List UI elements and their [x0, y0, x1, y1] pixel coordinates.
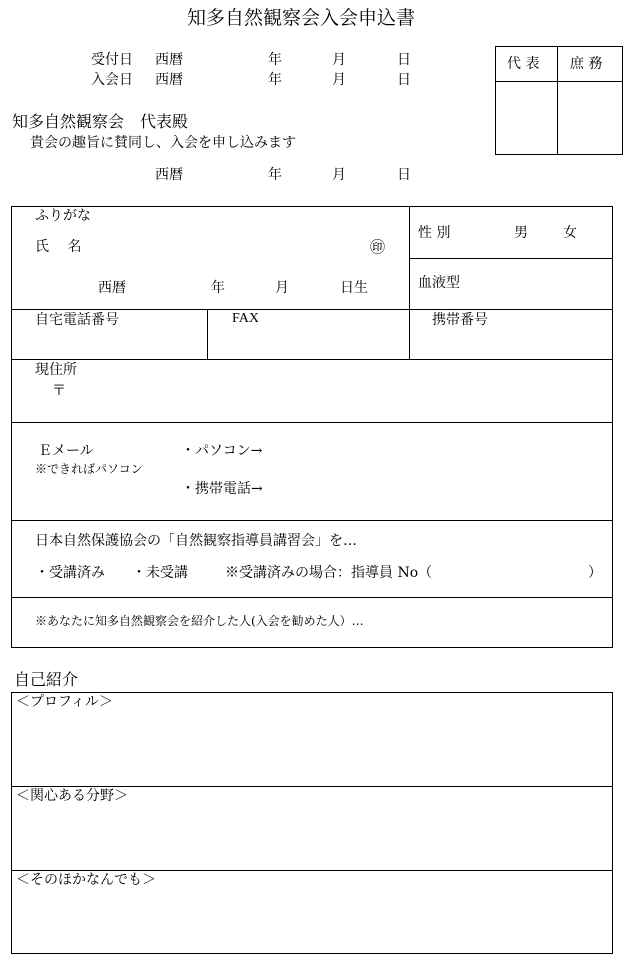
received-day: 日 [397, 52, 411, 68]
received-year: 年 [268, 52, 282, 68]
received-month: 月 [332, 52, 346, 68]
gender-label: 性 別 [418, 225, 451, 241]
course-not-option[interactable]: ・未受講 [132, 565, 188, 581]
joined-label: 入会日 [91, 72, 133, 88]
other-label: ＜そのほかなんでも＞ [16, 872, 156, 888]
interests-label: ＜関心ある分野＞ [16, 788, 128, 804]
application-era: 西暦 [155, 167, 183, 183]
course-number-close: ） [588, 565, 602, 581]
joined-era: 西暦 [155, 72, 183, 88]
joined-year: 年 [268, 72, 282, 88]
gender-male[interactable]: 男 [514, 225, 528, 241]
application-day: 日 [397, 167, 411, 183]
email-label: Ｅメール [38, 443, 94, 459]
furigana-label: ふりがな [35, 208, 91, 224]
joined-month: 月 [332, 72, 346, 88]
application-year: 年 [268, 167, 282, 183]
birth-year: 年 [211, 280, 225, 296]
course-question: 日本自然保護協会の「自然観察指導員講習会」を… [35, 533, 357, 549]
received-era: 西暦 [155, 52, 183, 68]
applicant-table [11, 206, 613, 648]
fax-label: FAX [232, 311, 259, 326]
postal-mark: 〒 [52, 383, 66, 399]
address-label: 現住所 [35, 362, 77, 378]
joined-day: 日 [397, 72, 411, 88]
course-done-option[interactable]: ・受講済み [35, 565, 105, 581]
profile-label: ＜プロフィル＞ [16, 694, 113, 710]
birth-month: 月 [275, 280, 289, 296]
email-note: ※できればパソコン [35, 462, 143, 476]
self-intro-table [11, 692, 613, 954]
form-title: 知多自然観察会入会申込書 [187, 7, 416, 29]
name-label: 氏 名 [35, 239, 82, 255]
birth-era: 西暦 [98, 280, 126, 296]
blood-type-label: 血液型 [418, 275, 460, 291]
email-mobile-option: ・携帯電話→ [181, 481, 263, 497]
application-statement: 貴会の趣旨に賛同し、入会を申し込みます [30, 135, 296, 151]
addressee: 知多自然観察会 代表殿 [12, 112, 189, 131]
mobile-label: 携帯番号 [432, 312, 488, 328]
gender-female[interactable]: 女 [563, 225, 577, 241]
course-number-label: ※受講済みの場合：指導員 No（ [225, 565, 433, 581]
home-phone-label: 自宅電話番号 [35, 312, 119, 328]
email-pc-option: ・パソコン→ [181, 443, 263, 459]
seal-icon: ㊞ [370, 238, 386, 256]
self-intro-heading: 自己紹介 [14, 670, 79, 689]
received-label: 受付日 [91, 52, 133, 68]
stamp-box-clerk: 庶 務 [570, 56, 603, 72]
application-month: 月 [332, 167, 346, 183]
stamp-box-representative: 代 表 [507, 56, 540, 72]
birth-day: 日生 [340, 280, 368, 296]
referrer-label: ※あなたに知多自然観察会を紹介した人(入会を勧めた人）… [35, 614, 364, 628]
